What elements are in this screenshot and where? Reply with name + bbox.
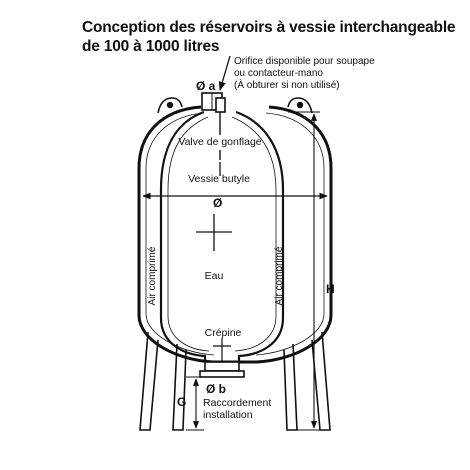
height-label: H	[326, 282, 335, 296]
bottom-outlet	[200, 338, 244, 377]
diagram-title-line-2: de 100 à 1000 litres	[82, 38, 220, 55]
g-dimension	[186, 377, 204, 430]
butyl-bladder	[161, 112, 283, 362]
diagram-title-line-1: Conception des réservoirs à vessie interchangeable	[82, 19, 456, 36]
valve-label: Valve de gonflage	[178, 136, 262, 148]
orifice-pointer	[220, 56, 230, 90]
orifice-label-line-2: ou contacteur-mano	[234, 68, 323, 79]
orifice-label-line-3: (À obturer si non utilisé)	[234, 80, 340, 91]
connection-label-line-1: Raccordement	[203, 397, 272, 409]
compressed-air-left-label: Air comprimé	[147, 246, 158, 306]
diameter-label: Ø	[213, 196, 223, 210]
bladder-label: Vessie butyle	[188, 173, 250, 185]
compressed-air-right-label: Air comprimé	[274, 246, 285, 306]
strainer-label: Crépine	[204, 327, 242, 339]
water-label: Eau	[204, 270, 224, 282]
orifice-label-line-1: Orifice disponible pour soupape	[234, 56, 375, 67]
diameter-a-label: Ø a	[196, 79, 216, 93]
diameter-b-label: Ø b	[206, 382, 226, 396]
top-flange	[202, 93, 225, 112]
g-label: G	[177, 395, 187, 409]
connection-label-line-2: installation	[203, 409, 253, 421]
